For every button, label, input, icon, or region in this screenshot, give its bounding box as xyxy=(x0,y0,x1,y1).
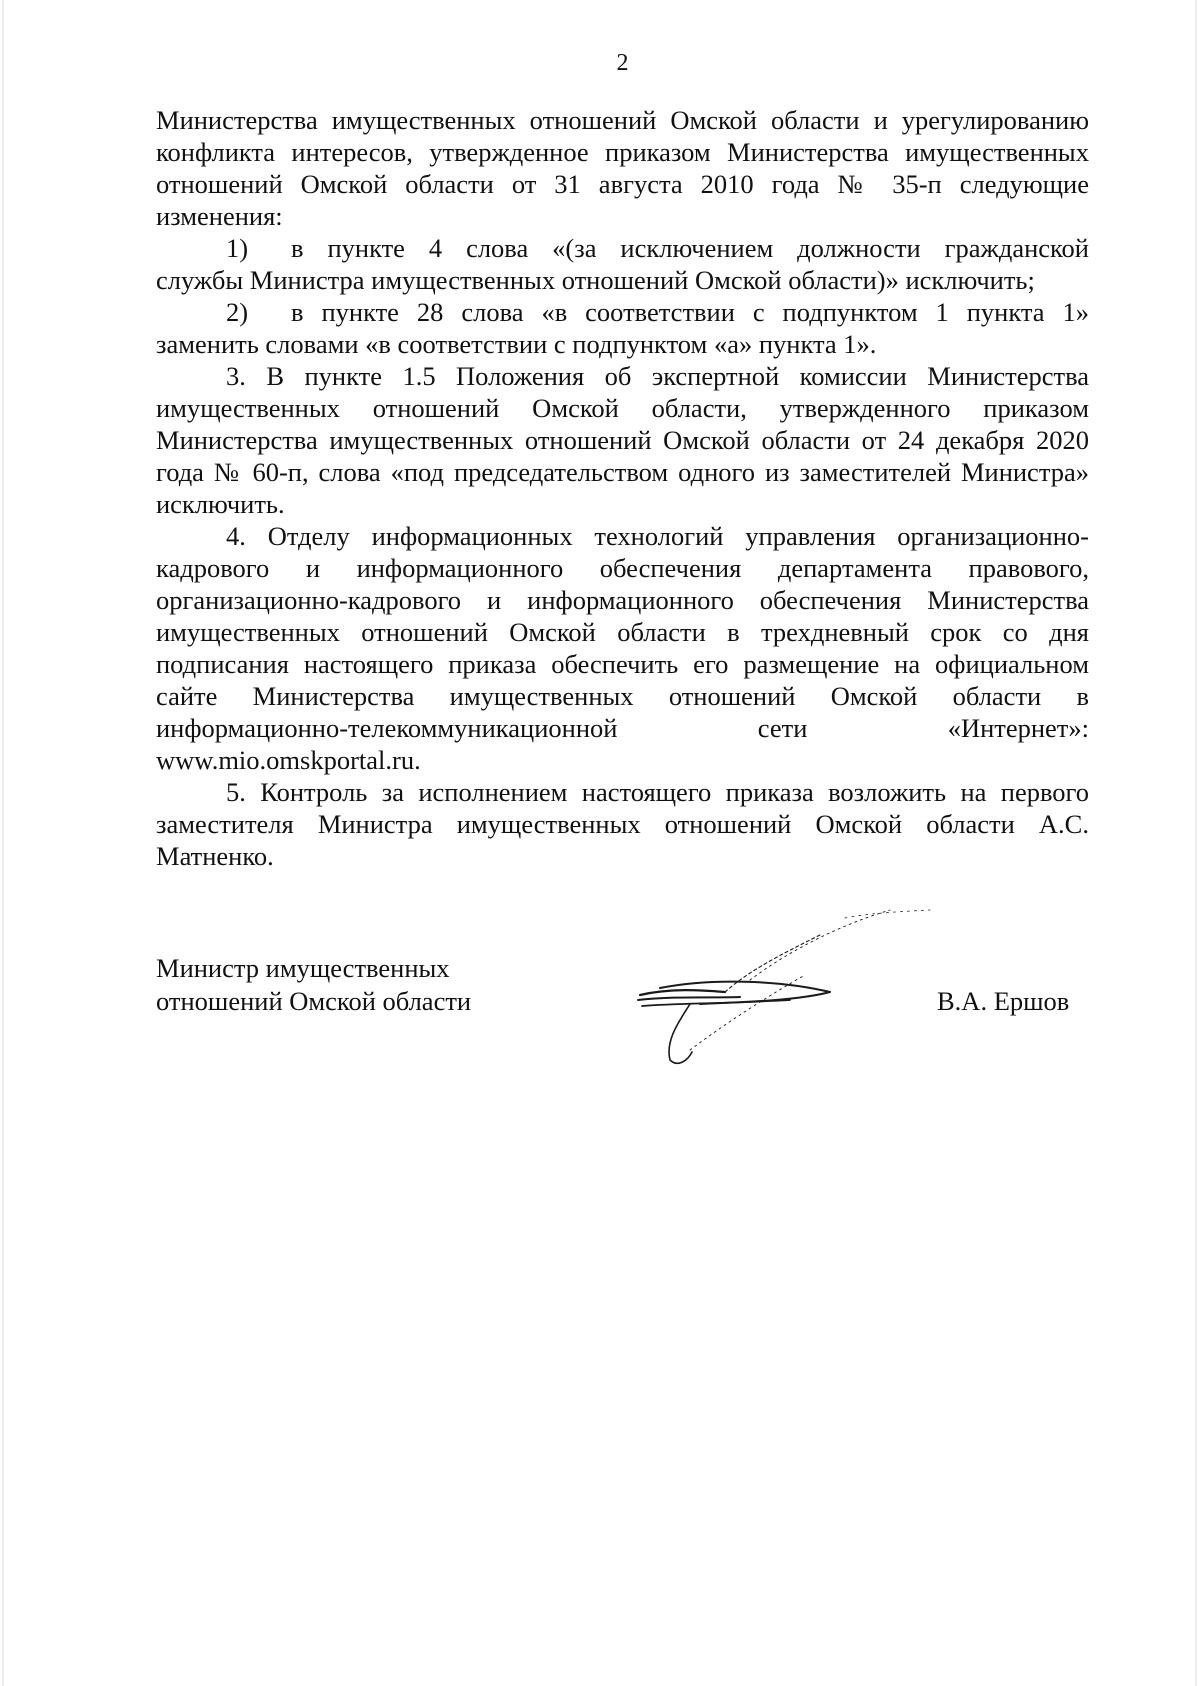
signatory-position-line-1: Министр имущественных xyxy=(156,953,450,983)
paragraph-3: 3. В пункте 1.5 Положения об экспертной комиссии Министерства имущественных отношений Омской области, утвержденного приказом Министерства имущественных отношений Омской области от 24 декабря 2020 года № 60-п, слова «под председательством одного из заместителей Министра» исключить. xyxy=(156,361,1089,519)
document-body xyxy=(156,104,1089,872)
page-number: 2 xyxy=(616,50,629,76)
list-item-1-text: в пункте 4 слова «(за исключением должности гражданской xyxy=(291,233,1089,263)
list-item-2-continuation: заменить словами «в соответствии с подпунктом «а» пункта 1». xyxy=(156,329,877,359)
handwritten-signature xyxy=(630,900,950,1070)
signatory-position xyxy=(156,952,471,1018)
list-item-1-first-line xyxy=(156,232,1089,264)
paragraph-5: 5. Контроль за исполнением настоящего приказа возложить на первого заместителя Министра имущественных отношений Омской области А.С. Матненко. xyxy=(156,777,1089,871)
paragraph-4: 4. Отделу информационных технологий управления организационно-кадрового и информационного обеспечения департамента правового, организационно-кадрового и информационного обеспечения Министерства имущественных отношений Омской области в трехдневный срок со дня подписания настоящего приказа обеспечить его размещение на официальном сайте Министерства имущественных отношений Омской области в информационно-телекоммуникационной сети «Интернет»: www.mio.omskportal.ru. xyxy=(156,521,1089,775)
scan-edge-right xyxy=(1195,0,1197,1686)
paragraph-changes-intro: Министерства имущественных отношений Омской области и урегулированию конфликта интересов, утвержденное приказом Министерства имущественных отношений Омской области от 31 августа 2010 года № 35-п следующие изменения: xyxy=(156,105,1089,231)
signer-name: В.А. Ершов xyxy=(937,986,1070,1016)
list-item-1-continuation: службы Министра имущественных отношений Омской области)» исключить; xyxy=(156,265,1035,295)
signatory-position-line-2: отношений Омской области xyxy=(156,986,472,1016)
list-item-1-number: 1) xyxy=(226,233,249,263)
scan-edge-left xyxy=(2,0,4,1686)
list-item-2-first-line xyxy=(156,296,1089,328)
list-item-2-text: в пункте 28 слова «в соответствии с подпунктом 1 пункта 1» xyxy=(291,297,1089,327)
list-item-2-number: 2) xyxy=(226,297,249,327)
